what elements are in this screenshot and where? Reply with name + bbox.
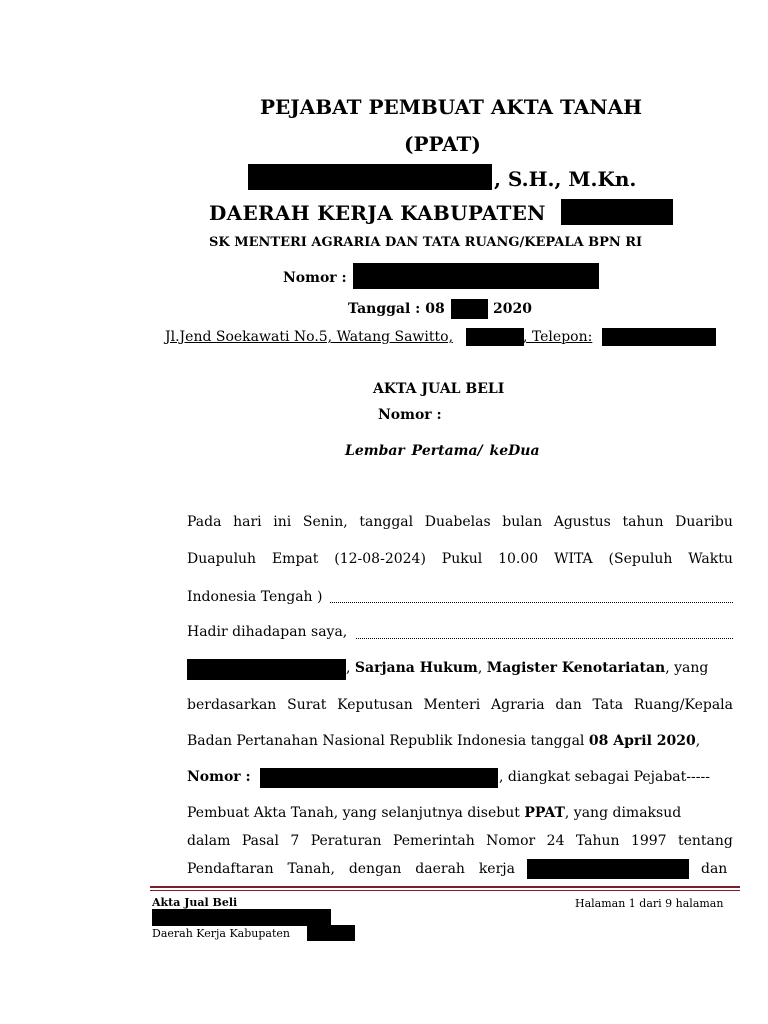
deed-title: AKTA JUAL BELI [373,381,505,397]
footer-page-info: Halaman 1 dari 9 halaman [575,897,724,910]
redacted-month [451,299,488,319]
redacted-nomor [353,263,599,289]
body-nomor-label: Nomor : [187,769,251,785]
body-line-4: Hadir dihadapan saya, [187,624,348,640]
dotted-fill-line [356,638,733,639]
redacted-daerah [527,859,689,879]
body-line-8-end: , diangkat sebagai Pejabat----- [499,769,710,785]
body-line-11-end: dan [701,861,728,877]
header-tanggal-label: Tanggal : 08 [348,301,445,317]
footer-daerah: Daerah Kerja Kabupaten [152,927,290,940]
footer-rule-thin [150,890,740,891]
header-title: PEJABAT PEMBUAT AKTA TANAH [260,95,643,119]
redacted-telepon [602,328,716,346]
body-line-11: Pendaftaran Tanah, dengan daerah kerja [187,861,515,877]
deed-nomor: Nomor : [378,407,442,423]
body-line-3: Indonesia Tengah ) [187,589,323,605]
redacted-footer-name [152,909,331,926]
body-line-7: Badan Pertanahan Nasional Republik Indonesia tanggal 08 April 2020, [187,733,701,749]
body-line-2: Duapuluh Empat (12-08-2024) Pukul 10.00 WITA (Sepuluh Waktu [187,551,733,567]
redacted-sk-nomor [260,768,498,788]
header-daerah-kerja: DAERAH KERJA KABUPATEN [209,201,546,225]
body-line-1: Pada hari ini Senin, tanggal Duabelas bulan Agustus tahun Duaribu [187,514,733,530]
body-line-10: dalam Pasal 7 Peraturan Pemerintah Nomor 24 Tahun 1997 tentang [187,833,733,849]
body-line-5: , Sarjana Hukum, Magister Kenotariatan, yang [346,660,709,676]
header-nomor-label: Nomor : [283,270,347,286]
deed-lembar: Lembar Pertama/ keDua [345,443,540,459]
header-address: Jl.Jend Soekawati No.5, Watang Sawitto, [165,329,454,345]
header-tanggal-year: 2020 [493,301,532,317]
footer-title: Akta Jual Beli [152,896,238,909]
body-line-9: Pembuat Akta Tanah, yang selanjutnya disebut PPAT, yang dimaksud [187,805,682,821]
redacted-name [248,164,492,190]
redacted-city [466,328,524,346]
header-name-suffix: , S.H., M.Kn. [494,167,637,191]
footer-rule [150,886,740,888]
header-telepon-label: , Telepon: [523,329,593,345]
dotted-fill-line [330,602,733,603]
header-subtitle: (PPAT) [404,132,481,156]
redacted-ppat-name [187,659,346,680]
header-sk-line: SK MENTERI AGRARIA DAN TATA RUANG/KEPALA BPN RI [209,235,643,250]
redacted-footer-kabupaten [307,925,355,941]
body-line-6: berdasarkan Surat Keputusan Menteri Agraria dan Tata Ruang/Kepala [187,697,733,713]
redacted-kabupaten [561,199,673,225]
